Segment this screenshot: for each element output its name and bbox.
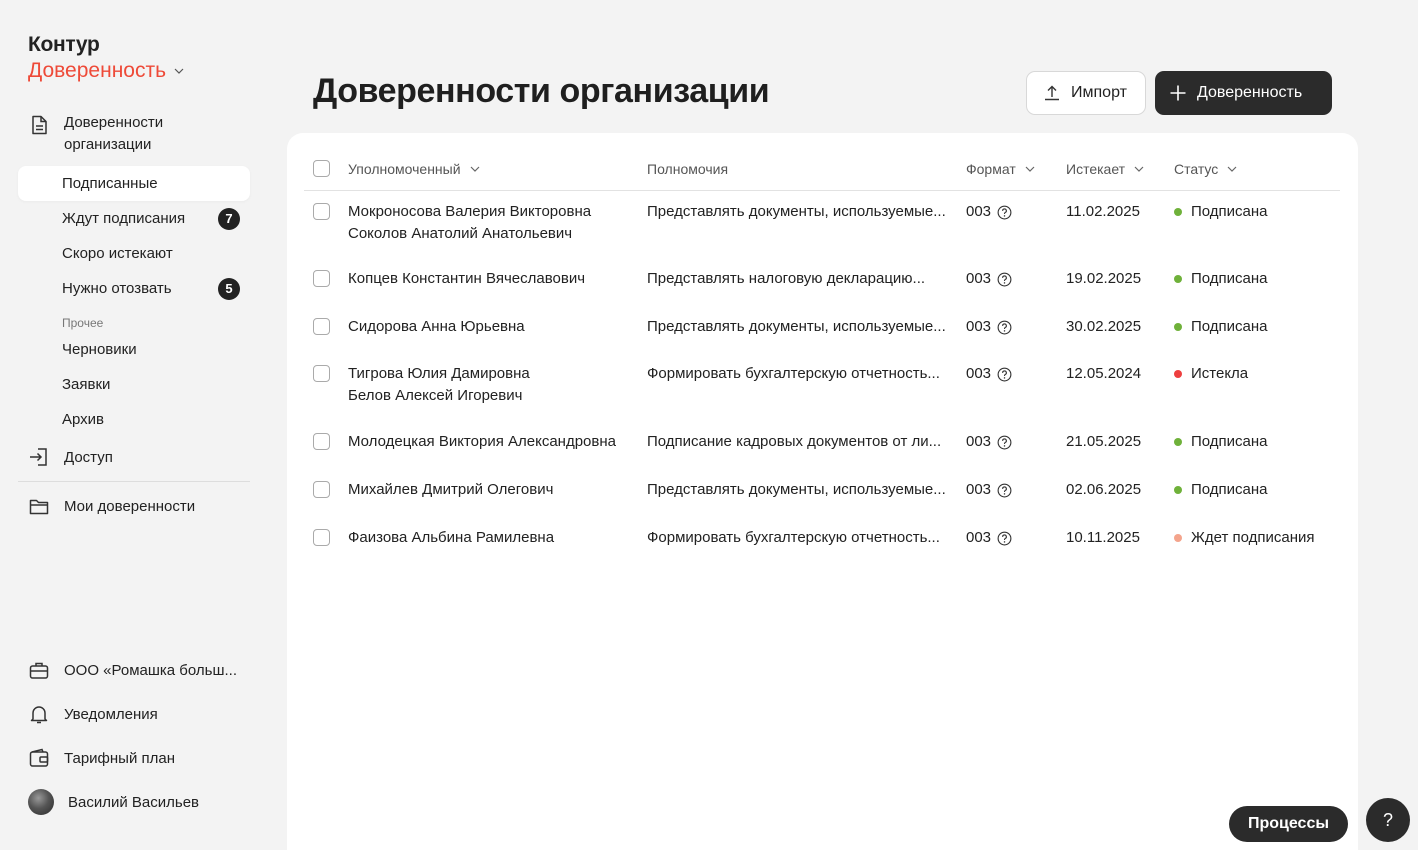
- row-checkbox[interactable]: [313, 481, 330, 498]
- sidebar-item-org-poa[interactable]: [18, 108, 250, 160]
- sidebar-item-access[interactable]: [18, 437, 250, 477]
- divider: [18, 481, 250, 482]
- column-label: Статус: [1174, 161, 1219, 177]
- wallet-icon: [28, 747, 50, 769]
- help-circle-icon[interactable]: [997, 367, 1012, 382]
- sidebar-item-label: Мои доверенности: [64, 497, 196, 515]
- help-circle-icon[interactable]: [997, 531, 1012, 546]
- cell-format: [966, 431, 1012, 453]
- sidebar-item-label: Василий Васильев: [68, 793, 200, 811]
- authorized-name: Михайлев Дмитрий Олегович: [348, 481, 554, 498]
- status-dot: [1174, 208, 1182, 216]
- sidebar-item-label: ООО «Ромашка больш...: [64, 661, 237, 679]
- sidebar-item-notifications[interactable]: [18, 692, 250, 736]
- cell-format: [966, 316, 1012, 338]
- folder-icon: [28, 495, 50, 517]
- sign-in-icon: [28, 446, 50, 468]
- nav-bottom: [18, 648, 250, 824]
- sidebar-item-archive[interactable]: [18, 402, 250, 437]
- cell-format: [966, 268, 1012, 290]
- cell-format: [966, 479, 1012, 501]
- row-checkbox[interactable]: [313, 529, 330, 546]
- cell-expires: 11.02.2025: [1066, 203, 1140, 220]
- cell-authorized: [348, 268, 638, 290]
- sidebar-item-label: Архив: [62, 411, 105, 428]
- document-icon: [28, 114, 50, 136]
- sidebar-item-label: Подписанные: [62, 175, 158, 192]
- import-button-label: Импорт: [1071, 84, 1127, 101]
- column-label: Истекает: [1066, 161, 1126, 177]
- cell-expires: 10.11.2025: [1066, 529, 1140, 546]
- cell-expires: 30.02.2025: [1066, 318, 1142, 335]
- format-code: 003: [966, 203, 992, 220]
- logo[interactable]: [28, 33, 184, 83]
- column-label: Уполномоченный: [348, 161, 461, 177]
- cell-powers: Представлять документы, используемые...: [647, 481, 946, 498]
- cell-authorized: [348, 479, 638, 501]
- status-label: Подписана: [1191, 318, 1268, 335]
- table-row[interactable]: [304, 201, 1340, 257]
- sidebar-item-organization[interactable]: [18, 648, 250, 692]
- cell-expires: 19.02.2025: [1066, 270, 1142, 287]
- authorized-name: Белов Алексей Игоревич: [348, 387, 523, 404]
- status-dot: [1174, 275, 1182, 283]
- sidebar-item-tariff[interactable]: [18, 736, 250, 780]
- nav-main: [18, 108, 250, 526]
- table-row[interactable]: [304, 316, 1340, 352]
- cell-powers: Представлять налоговую декларацию...: [647, 270, 926, 287]
- column-status[interactable]: [1174, 151, 1238, 187]
- sidebar-item-label: Заявки: [62, 376, 111, 393]
- format-code: 003: [966, 365, 992, 382]
- status-dot: [1174, 486, 1182, 494]
- column-label: Формат: [966, 161, 1016, 177]
- cell-format: [966, 527, 1012, 549]
- authorized-name: Копцев Константин Вячеславович: [348, 270, 586, 287]
- sidebar-item-label: Доверенности организации: [64, 114, 164, 153]
- row-checkbox[interactable]: [313, 203, 330, 220]
- sidebar-item-label: Ждут подписания: [62, 210, 186, 227]
- product-switcher[interactable]: [28, 59, 184, 83]
- page-title: Доверенности организации: [313, 72, 770, 110]
- briefcase-icon: [28, 659, 50, 681]
- select-all-checkbox[interactable]: [313, 160, 330, 177]
- authorized-name: Мокроносова Валерия Викторовна: [348, 203, 592, 220]
- column-powers: [647, 151, 728, 187]
- cell-expires: 02.06.2025: [1066, 481, 1142, 498]
- chevron-down-icon: [1133, 163, 1145, 175]
- status-label: Подписана: [1191, 433, 1268, 450]
- chevron-down-icon: [174, 66, 184, 76]
- table-row[interactable]: [304, 527, 1340, 563]
- column-authorized[interactable]: [348, 151, 481, 187]
- cell-format: [966, 363, 1012, 385]
- upload-icon: [1043, 84, 1061, 102]
- import-button[interactable]: [1026, 71, 1146, 115]
- cell-expires: 21.05.2025: [1066, 433, 1142, 450]
- sidebar-item-label: Нужно отозвать: [62, 280, 172, 297]
- authorized-name: Соколов Анатолий Анатольевич: [348, 225, 573, 242]
- authorized-name: Тигрова Юлия Дамировна: [348, 365, 530, 382]
- cell-status: [1174, 431, 1268, 453]
- cell-powers: Подписание кадровых документов от ли...: [647, 433, 942, 450]
- cell-status: [1174, 479, 1268, 501]
- logo-company: Контур: [28, 33, 100, 56]
- processes-button[interactable]: Процессы: [1229, 806, 1348, 842]
- avatar: [28, 789, 54, 815]
- chevron-down-icon: [469, 163, 481, 175]
- new-poa-button[interactable]: [1155, 71, 1332, 115]
- column-format[interactable]: [966, 151, 1036, 187]
- format-code: 003: [966, 529, 992, 546]
- sidebar-item-label: Скоро истекают: [62, 245, 173, 262]
- column-expires[interactable]: [1066, 151, 1145, 187]
- authorized-name: Фаизова Альбина Рамилевна: [348, 529, 555, 546]
- sidebar-item-label: Уведомления: [64, 705, 158, 723]
- cell-status: [1174, 268, 1268, 290]
- status-label: Подписана: [1191, 203, 1268, 220]
- chevron-down-icon: [1226, 163, 1238, 175]
- cell-powers: Представлять документы, используемые...: [647, 203, 946, 220]
- sidebar-item-signed[interactable]: [18, 166, 250, 201]
- help-circle-icon[interactable]: [997, 272, 1012, 287]
- cell-authorized: [348, 527, 638, 549]
- product-name: Доверенность: [28, 59, 167, 82]
- format-code: 003: [966, 481, 992, 498]
- status-label: Подписана: [1191, 481, 1268, 498]
- sidebar-item-revoke[interactable]: [18, 271, 250, 306]
- table-row[interactable]: [304, 268, 1340, 304]
- help-circle-icon[interactable]: [997, 205, 1012, 220]
- table-header: [304, 151, 1340, 191]
- cell-powers: Представлять документы, используемые...: [647, 318, 946, 335]
- count-badge: 5: [218, 278, 240, 300]
- sidebar-item-label: Черновики: [62, 341, 137, 358]
- authorized-name: Молодецкая Виктория Александровна: [348, 433, 616, 450]
- sidebar: [0, 0, 270, 850]
- sidebar-item-drafts[interactable]: [18, 332, 250, 367]
- status-dot: [1174, 323, 1182, 331]
- row-checkbox[interactable]: [313, 365, 330, 382]
- cell-status: [1174, 363, 1248, 385]
- status-label: Ждет подписания: [1191, 529, 1315, 546]
- status-dot: [1174, 534, 1182, 542]
- status-label: Подписана: [1191, 270, 1268, 287]
- table-row[interactable]: [304, 431, 1340, 467]
- cell-format: [966, 201, 1012, 223]
- table-row[interactable]: [304, 479, 1340, 515]
- help-circle-icon[interactable]: [997, 320, 1012, 335]
- help-circle-icon[interactable]: [997, 435, 1012, 450]
- status-label: Истекла: [1191, 365, 1249, 382]
- section-caption: Прочее: [62, 316, 104, 330]
- column-label: Полномочия: [647, 161, 729, 177]
- cell-powers: Формировать бухгалтерскую отчетность...: [647, 365, 940, 382]
- cell-authorized: [348, 201, 638, 245]
- cell-status: [1174, 316, 1268, 338]
- sidebar-item-label: Доступ: [64, 448, 113, 466]
- help-circle-icon[interactable]: [997, 483, 1012, 498]
- status-dot: [1174, 370, 1182, 378]
- cell-expires: 12.05.2024: [1066, 365, 1142, 382]
- sidebar-item-awaiting[interactable]: [18, 201, 250, 236]
- authorized-name: Сидорова Анна Юрьевна: [348, 318, 525, 335]
- cell-authorized: [348, 363, 638, 407]
- row-checkbox[interactable]: [313, 270, 330, 287]
- format-code: 003: [966, 270, 992, 287]
- table-row[interactable]: [304, 363, 1340, 419]
- chevron-down-icon: [1024, 163, 1036, 175]
- format-code: 003: [966, 433, 992, 450]
- row-checkbox[interactable]: [313, 433, 330, 450]
- count-badge: 7: [218, 208, 240, 230]
- bell-icon: [28, 703, 50, 725]
- cell-powers: Формировать бухгалтерскую отчетность...: [647, 529, 940, 546]
- status-dot: [1174, 438, 1182, 446]
- cell-status: [1174, 201, 1268, 223]
- cell-status: [1174, 527, 1315, 549]
- poa-table-card: [287, 133, 1358, 850]
- sidebar-item-expiring[interactable]: [18, 236, 250, 271]
- sidebar-item-requests[interactable]: [18, 367, 250, 402]
- cell-authorized: [348, 431, 638, 453]
- plus-icon: [1169, 84, 1187, 102]
- cell-authorized: [348, 316, 638, 338]
- row-checkbox[interactable]: [313, 318, 330, 335]
- sidebar-item-label: Тарифный план: [64, 749, 176, 767]
- format-code: 003: [966, 318, 992, 335]
- sidebar-item-user[interactable]: [18, 780, 250, 824]
- help-button[interactable]: ?: [1366, 798, 1410, 842]
- sidebar-item-my-poa[interactable]: [18, 486, 250, 526]
- new-poa-button-label: Доверенность: [1197, 84, 1303, 101]
